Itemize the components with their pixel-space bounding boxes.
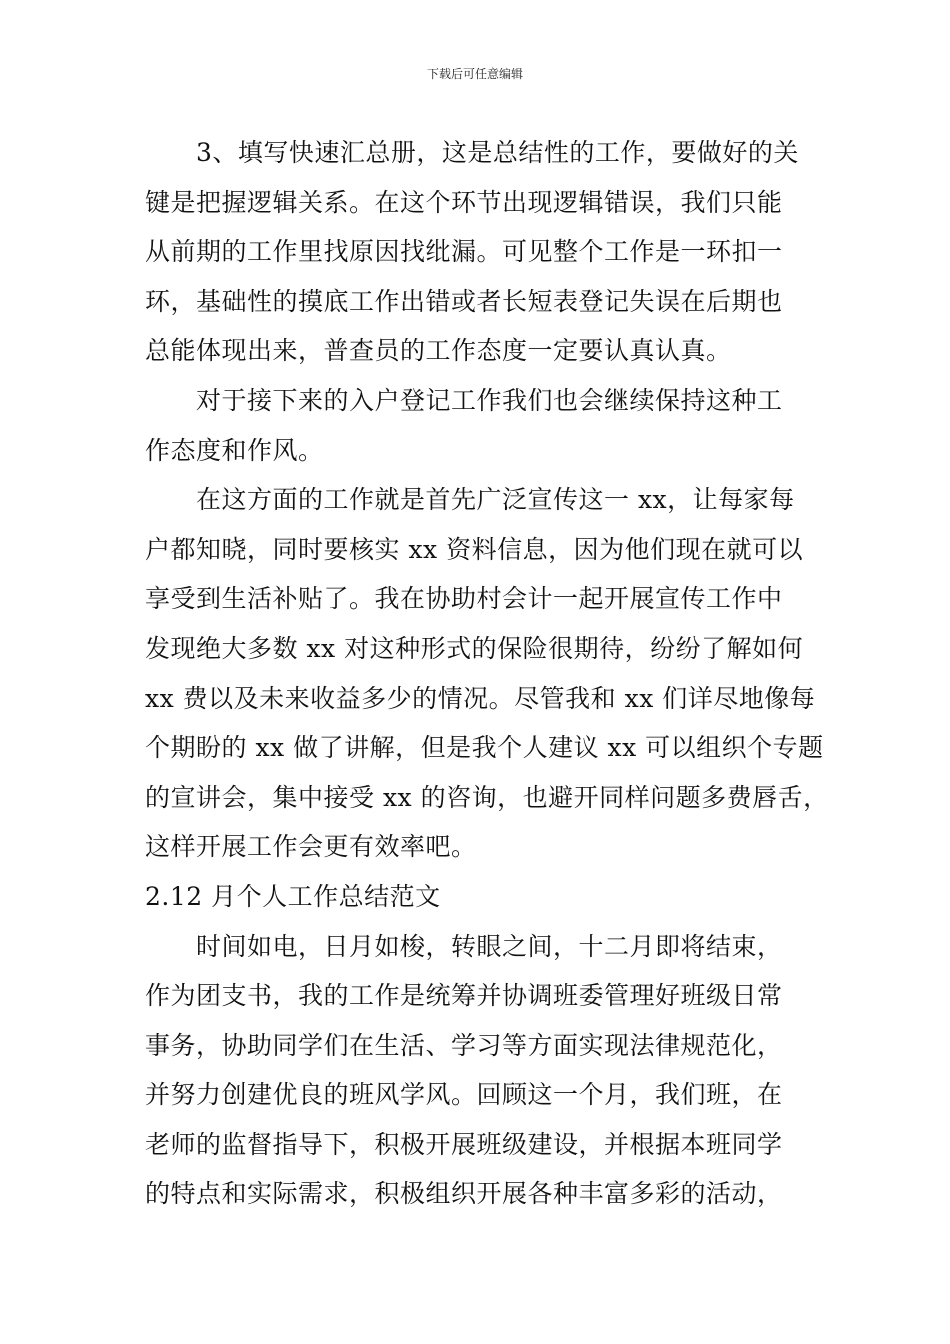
text-line: 在这方面的工作就是首先广泛宣传这一 xx，让每家每 xyxy=(196,485,795,515)
text-line: 户都知晓，同时要核实 xx 资料信息，因为他们现在就可以 xyxy=(145,534,804,564)
text-line: 作为团支书，我的工作是统筹并协调班委管理好班级日常 xyxy=(145,981,783,1011)
text-line: 总能体现出来，普查员的工作态度一定要认真认真。 xyxy=(145,336,732,366)
text-line: 键是把握逻辑关系。在这个环节出现逻辑错误，我们只能 xyxy=(145,187,783,217)
text-line: 老师的监督指导下，积极开展班级建设，并根据本班同学 xyxy=(145,1129,783,1159)
text-line: 3、填写快速汇总册，这是总结性的工作，要做好的关 xyxy=(196,138,799,167)
text-line: 环，基础性的摸底工作出错或者长短表登记失误在后期也 xyxy=(145,286,783,316)
text-line: 享受到生活补贴了。我在协助村会计一起开展宣传工作中 xyxy=(145,584,783,614)
text-line: 的特点和实际需求，积极组织开展各种丰富多彩的活动， xyxy=(145,1179,783,1209)
text-line: 从前期的工作里找原因找纰漏。可见整个工作是一环扣一 xyxy=(145,237,783,267)
text-line: 事务，协助同学们在生活、学习等方面实现法律规范化， xyxy=(145,1030,783,1060)
text-line: 对于接下来的入户登记工作我们也会继续保持这种工 xyxy=(196,385,783,415)
section-heading: 2.12 月个人工作总结范文 xyxy=(145,881,441,911)
text-line: 的宣讲会，集中接受 xx 的咨询，也避开同样问题多费唇舌， xyxy=(145,782,829,812)
text-line: 并努力创建优良的班风学风。回顾这一个月，我们班，在 xyxy=(145,1080,783,1110)
text-line: 个期盼的 xx 做了讲解，但是我个人建议 xx 可以组织个专题 xyxy=(145,733,824,763)
text-line: 作态度和作风。 xyxy=(145,435,324,465)
text-line: 这样开展工作会更有效率吧。 xyxy=(145,832,477,862)
page-header-note: 下载后可任意编辑 xyxy=(426,67,523,81)
text-line: 发现绝大多数 xx 对这种形式的保险很期待，纷纷了解如何 xyxy=(145,633,804,663)
text-line: xx 费以及未来收益多少的情况。尽管我和 xx 们详尽地像每 xyxy=(145,683,816,713)
document-body xyxy=(145,128,829,1219)
text-line: 时间如电，日月如梭，转眼之间，十二月即将结束， xyxy=(196,931,783,961)
